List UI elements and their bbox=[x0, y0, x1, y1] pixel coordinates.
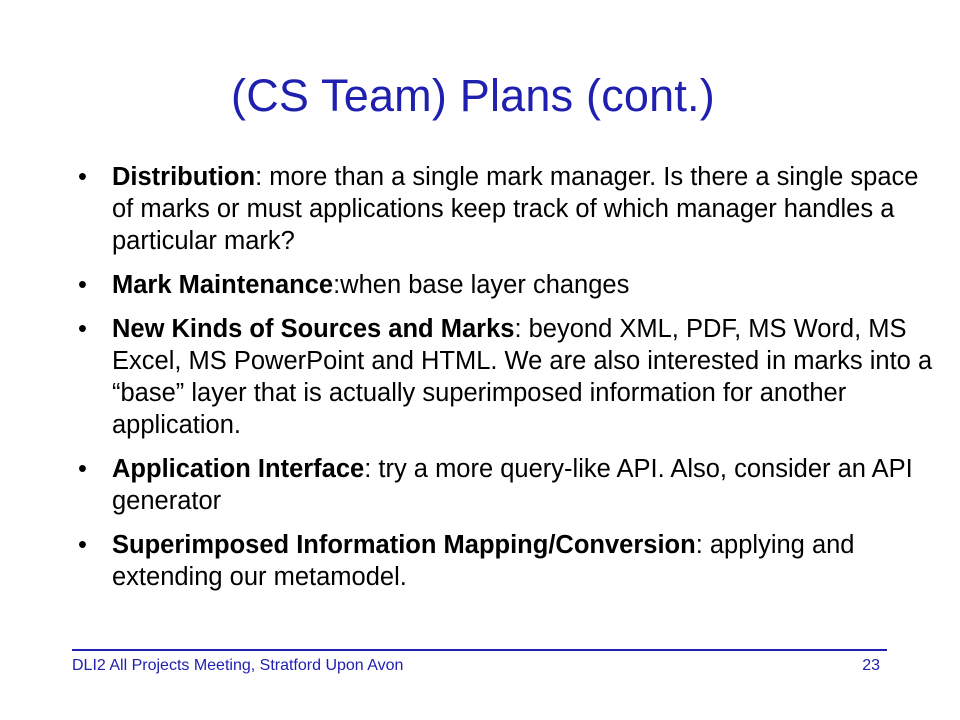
bullet-heading: Distribution bbox=[112, 163, 256, 191]
bullet-item-superimposed-mapping bbox=[78, 529, 938, 593]
bullet-icon: • bbox=[78, 531, 87, 559]
page-number: 23 bbox=[862, 657, 880, 674]
bullet-heading: New Kinds of Sources and Marks bbox=[112, 315, 515, 343]
slide-title: (CS Team) Plans (cont.) bbox=[231, 70, 715, 121]
bullet-text: : more than a single mark manager. Is there a single space of marks or must applications keep track of which manager handles a particular mark? bbox=[112, 163, 919, 255]
bullet-icon: • bbox=[78, 271, 87, 299]
bullet-heading: Application Interface bbox=[112, 455, 365, 483]
bullet-heading: Superimposed Information Mapping/Conversion bbox=[112, 531, 696, 559]
bullet-list bbox=[78, 161, 938, 593]
bullet-icon: • bbox=[78, 163, 87, 191]
bullet-item-distribution bbox=[78, 161, 938, 257]
footer-divider bbox=[72, 649, 887, 651]
bullet-icon: • bbox=[78, 455, 87, 483]
bullet-text: : applying and extending our metamodel. bbox=[112, 531, 855, 591]
bullet-icon: • bbox=[78, 315, 87, 343]
bullet-item-new-kinds bbox=[78, 313, 938, 441]
bullet-text: : try a more query-like API. Also, consider an API generator bbox=[112, 455, 913, 515]
bullet-item-application-interface bbox=[78, 453, 938, 517]
bullet-heading: Mark Maintenance bbox=[112, 271, 334, 299]
bullet-text: : beyond XML, PDF, MS Word, MS Excel, MS PowerPoint and HTML. We are also interested in marks into a “base” layer that is actually superimposed information for another application. bbox=[112, 315, 933, 439]
bullet-text: :when base layer changes bbox=[333, 271, 630, 299]
footer-meeting-name: DLI2 All Projects Meeting, Stratford Upon Avon bbox=[72, 657, 404, 674]
bullet-item-mark-maintenance bbox=[78, 269, 938, 301]
